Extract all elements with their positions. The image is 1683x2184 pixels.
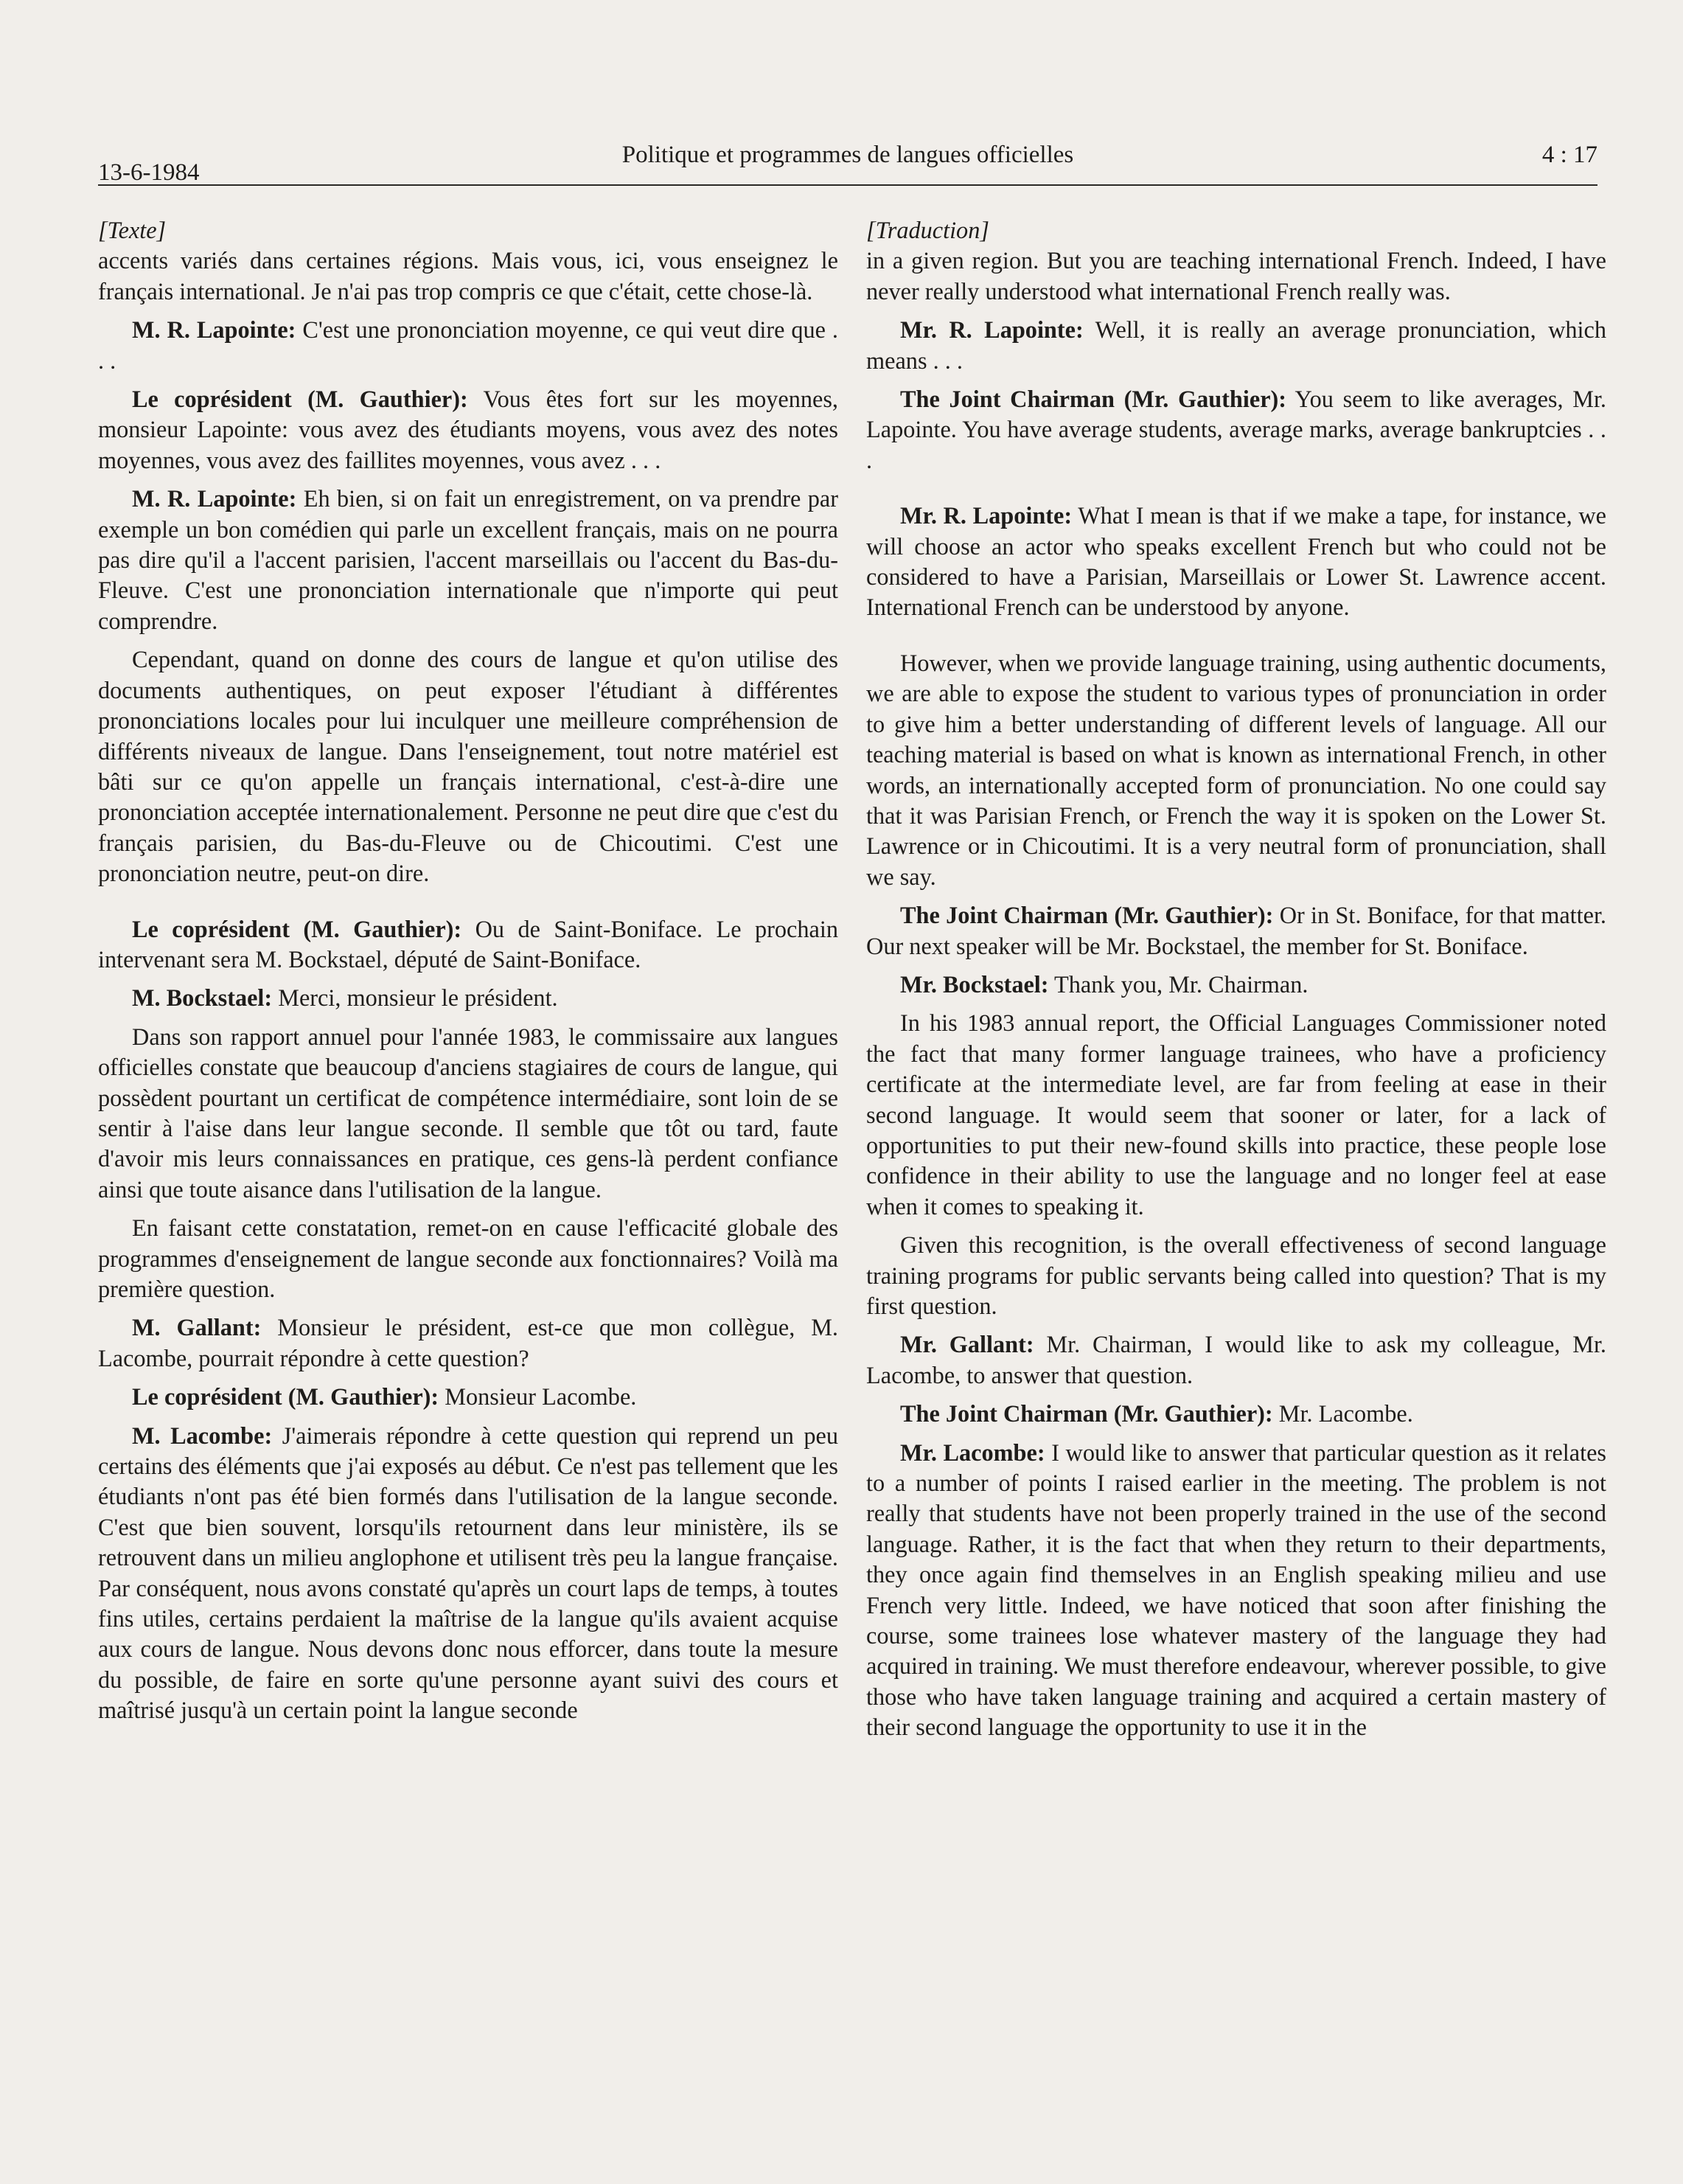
- paragraph-text: Or in St. Boniface, for that matter. Our next speaker will be Mr. Bockstael, the member for St. Boniface.: [866, 902, 1606, 959]
- speaker-name: The Joint Chairman (Mr. Gauthier):: [900, 386, 1287, 413]
- section-label-traduction: [Traduction]: [866, 217, 989, 243]
- speaker-name: The Joint Chairman (Mr. Gauthier):: [900, 902, 1274, 929]
- paragraph-text: Monsieur le président, est-ce que mon collègue, M. Lacombe, pourrait répondre à cette question?: [98, 1314, 839, 1371]
- paragraph-text: Thank you, Mr. Chairman.: [1054, 970, 1309, 998]
- paragraph: [98, 914, 838, 976]
- header-page-number: 4 : 17: [1541, 142, 1597, 168]
- paragraph: [866, 900, 1606, 961]
- paragraph: [866, 1008, 1606, 1222]
- speaker-name: Le coprésident (M. Gauthier):: [132, 915, 462, 942]
- speaker-name: Le coprésident (M. Gauthier):: [132, 1383, 439, 1411]
- speaker-name: M. Bockstael:: [132, 984, 273, 1012]
- speaker-name: M. R. Lapointe:: [132, 485, 297, 512]
- paragraph: [866, 1230, 1606, 1321]
- paragraph-text: Monsieur Lacombe.: [445, 1383, 637, 1411]
- paragraph: [866, 384, 1606, 476]
- paragraph: [98, 1213, 838, 1304]
- paragraph: [98, 1382, 838, 1412]
- paragraph: [98, 315, 838, 376]
- paragraph: [866, 501, 1606, 623]
- paragraph: [866, 1329, 1606, 1391]
- paragraph-text: I would like to answer that particular question as it relates to a number of points I raised earlier in the meeting. The problem is not really that students have not been properly trained in the use of the second language. Rather, it is the fact that when they return to their departments, they once again find themselves in an English speaking milieu and use French very little. Indeed, we have noticed that soon after finishing the course, some trainees lose whatever mastery of the language they had acquired in training. We must therefore endeavour, wherever possible, to give those who have taken language training and acquired a certain mastery of their second language the opportunity to use it in the: [866, 1439, 1606, 1741]
- speaker-name: Mr. R. Lapointe:: [900, 502, 1073, 529]
- paragraph: [866, 246, 1606, 307]
- paragraph-text: Cependant, quand on donne des cours de langue et qu'on utilise des documents authentiques, on peut exposer l'étudiant à différentes prononciations locales pour lui inculquer une meilleure compréhension de différents niveaux de langue. Dans l'enseignement, tout notre matériel est bâti sur ce qu'on appelle un français international, c'est-à-dire une prononciation acceptée internationalement. Personne ne peut dire que c'est du français parisien, du Bas-du-Fleuve ou de Chicoutimi. C'est une prononciation neutre, peut-on dire.: [98, 646, 838, 887]
- speaker-name: M. R. Lapointe:: [132, 316, 296, 344]
- paragraph-text: In his 1983 annual report, the Official Languages Commissioner noted the fact that many former language trainees, who have a proficiency certificate at the intermediate level, are far from feeling at ease in their second language. It would seem that sooner or later, for a lack of opportunities to put their new-found skills into practice, these people lose confidence in their ability to use the language and no longer feel at ease when it comes to speaking it.: [866, 1009, 1606, 1220]
- paragraph-text: Merci, monsieur le président.: [278, 984, 558, 1012]
- paragraph-text: Mr. Chairman, I would like to ask my colleague, Mr. Lacombe, to answer that question.: [866, 1331, 1606, 1388]
- paragraph-text: accents variés dans certaines régions. Mais vous, ici, vous enseignez le français international. Je n'ai pas trop compris ce que c'était, cette chose-là.: [98, 247, 838, 305]
- paragraph: [98, 983, 838, 1013]
- paragraph-text: Dans son rapport annuel pour l'année 1983, le commissaire aux langues officielles constate que beaucoup d'anciens stagiaires de cours de langue, qui possèdent pourtant un certificat de compétence intermédiaire, sont loin de se sentir à l'aise dans leur langue seconde. Il semble que tôt ou tard, faute d'avoir mis leurs connaissances en pratique, ces gens-là perdent confiance ainsi que toute aisance dans l'utilisation de la langue.: [98, 1023, 838, 1203]
- paragraph: [98, 246, 838, 307]
- french-text-column: [98, 215, 838, 1734]
- paragraph-text: Eh bien, si on fait un enregistrement, on va prendre par exemple un bon comédien qui parle un excellent français, mais on ne pourra pas dire qu'il a l'accent parisien, l'accent marseillais ou l'accent du Bas-du-Fleuve. C'est une prononciation internationale que n'importe qui peut comprendre.: [98, 485, 839, 634]
- paragraph-text: Mr. Lacombe.: [1278, 1400, 1413, 1427]
- paragraph-text: You seem to like averages, Mr. Lapointe. You have average students, average marks, average bankruptcies . . .: [866, 386, 1606, 473]
- speaker-name: M. Lacombe:: [132, 1422, 273, 1449]
- header-title: Politique et programmes de langues officielles: [621, 142, 1074, 168]
- paragraph: [866, 1399, 1606, 1429]
- speaker-name: Mr. Bockstael:: [900, 970, 1049, 998]
- english-translation-column: [866, 215, 1606, 1751]
- paragraph: [98, 484, 838, 636]
- section-label-texte: [Texte]: [98, 217, 167, 243]
- paragraph: [98, 644, 838, 888]
- paragraph-text: En faisant cette constatation, remet-on en cause l'efficacité globale des programmes d'enseignement de langue seconde aux fonctionnaires? Voilà ma première question.: [98, 1214, 838, 1302]
- speaker-name: Mr. Lacombe:: [900, 1439, 1045, 1466]
- speaker-name: The Joint Chairman (Mr. Gauthier):: [900, 1400, 1273, 1427]
- paragraph-text: J'aimerais répondre à cette question qui reprend un peu certains des éléments que j'ai exposés au début. Ce n'est pas tellement que les étudiants n'ont pas été bien formés dans l'utilisation de la langue seconde. C'est que bien souvent, lorsqu'ils retournent dans leur ministère, ils se retrouvent dans un milieu anglophone et utilisent très peu la langue française. Par conséquent, nous avons constaté qu'après un court laps de temps, à toutes fins utiles, certains perdaient la maîtrise de la langue qu'ils avaient acquise aux cours de langue. Nous devons donc nous efforcer, dans toute la mesure du possible, de faire en sorte qu'une personne ayant suivi des cours et maîtrisé jusqu'à un certain point la langue seconde: [98, 1422, 839, 1724]
- paragraph-text: in a given region. But you are teaching international French. Indeed, I have never really understood what international French really was.: [866, 247, 1606, 305]
- paragraph: [866, 970, 1606, 1000]
- paragraph-text: Given this recognition, is the overall effectiveness of second language training programs for public servants being called into question? That is my first question.: [866, 1231, 1606, 1319]
- speaker-name: M. Gallant:: [132, 1314, 262, 1341]
- page-header: [98, 137, 1597, 186]
- header-date: 13-6-1984: [98, 159, 200, 186]
- paragraph: [98, 1312, 838, 1374]
- paragraph-text: What I mean is that if we make a tape, for instance, we will choose an actor who speaks excellent French but who could not be considered to have a Parisian, Marseillais or Lower St. Lawrence accent. International French can be understood by anyone.: [866, 502, 1606, 621]
- paragraph-text: Vous êtes fort sur les moyennes, monsieur Lapointe: vous avez des étudiants moyens, vous avez des notes moyennes, vous avez des faillites moyennes, vous avez . . .: [98, 386, 838, 473]
- speaker-name: Mr. Gallant:: [900, 1331, 1034, 1358]
- speaker-name: Le coprésident (M. Gauthier):: [132, 386, 468, 413]
- paragraph-text: Ou de Saint-Boniface. Le prochain intervenant sera M. Bockstael, député de Saint-Boniface.: [98, 915, 838, 973]
- paragraph-text: C'est une prononciation moyenne, ce qui veut dire que . . .: [98, 316, 839, 374]
- paragraph: [866, 1438, 1606, 1743]
- paragraph: [866, 648, 1606, 892]
- paragraph: [98, 1421, 838, 1726]
- paragraph: [98, 1022, 838, 1205]
- paragraph-text: However, when we provide language training, using authentic documents, we are able to expose the student to various types of pronunciation in order to give him a better understanding of different levels of language. All our teaching material is based on what is known as international French, in other words, an internationally accepted form of pronunciation. No one could say that it was Parisian French, or French the way it is spoken on the Lower St. Lawrence or in Chicoutimi. It is a very neutral form of pronunciation, shall we say.: [866, 649, 1606, 890]
- paragraph-text: Well, it is really an average pronunciation, which means . . .: [866, 316, 1606, 374]
- paragraph: [98, 384, 838, 476]
- paragraph: [866, 315, 1606, 376]
- speaker-name: Mr. R. Lapointe:: [900, 316, 1084, 344]
